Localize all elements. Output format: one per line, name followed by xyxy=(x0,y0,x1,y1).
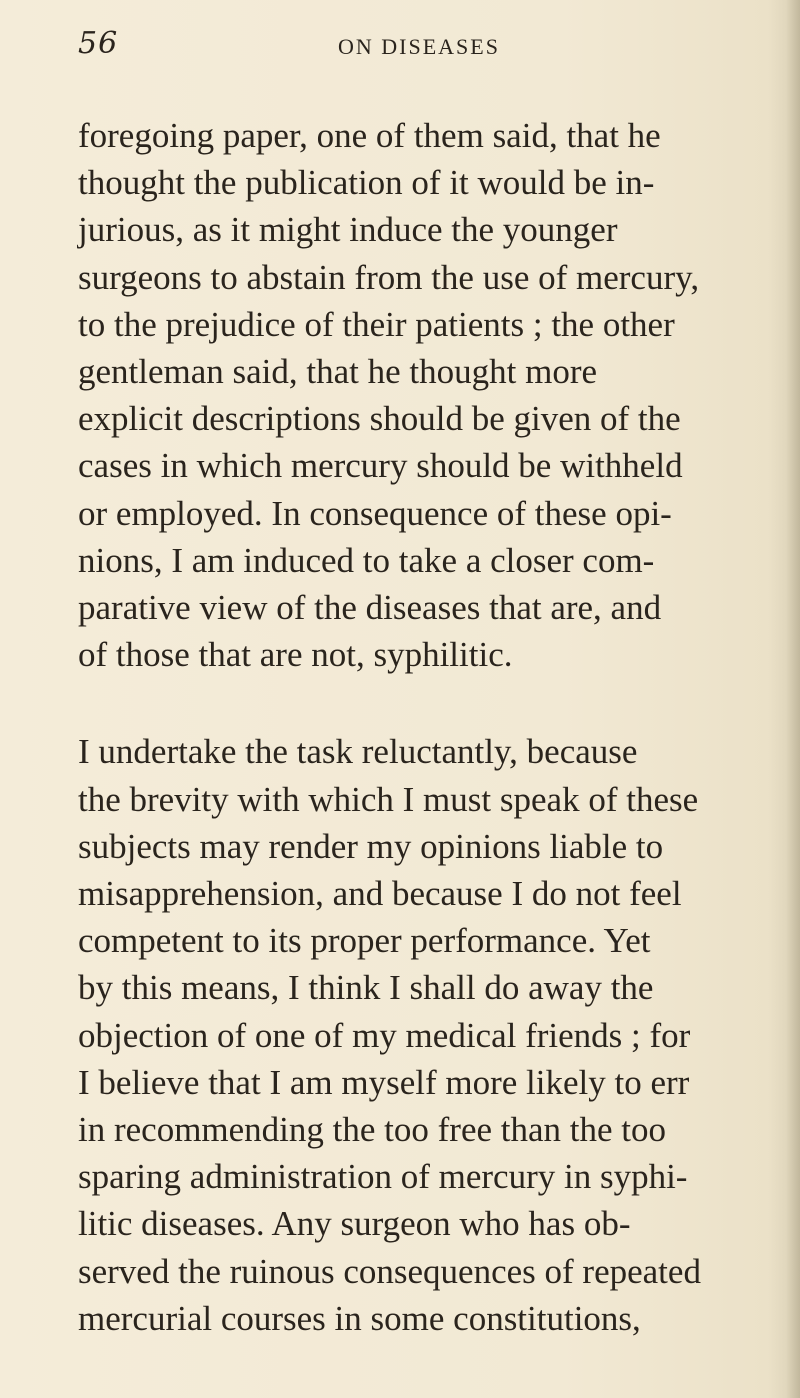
text-line: surgeons to abstain from the use of mercury, xyxy=(78,257,700,297)
text-line: I believe that I am myself more likely to err xyxy=(78,1062,690,1102)
text-line: misapprehension, and because I do not feel xyxy=(78,874,682,914)
text-line: by this means, I think I shall do away the xyxy=(78,968,654,1008)
page-number: 56 xyxy=(78,26,119,61)
text-line: thought the publication of it would be in- xyxy=(78,163,655,203)
text-line: in recommending the too free than the too xyxy=(78,1110,667,1150)
text-line: cases in which mercury should be withheld xyxy=(78,446,683,486)
page-edge-shadow xyxy=(786,0,800,1398)
text-line: sparing administration of mercury in syphi- xyxy=(78,1157,688,1197)
page-header xyxy=(78,26,728,86)
text-line: objection of one of my medical friends ; for xyxy=(78,1015,691,1055)
text-line: served the ruinous consequences of repeated xyxy=(78,1251,701,1291)
text-line: gentleman said, that he thought more xyxy=(78,352,598,392)
text-line: mercurial courses in some constitutions, xyxy=(78,1298,641,1338)
text-line: competent to its proper performance. Yet xyxy=(78,921,651,961)
text-line: explicit descriptions should be given of the xyxy=(78,399,681,439)
text-line: I undertake the task reluctantly, because xyxy=(78,732,638,772)
text-line: to the prejudice of their patients ; the other xyxy=(78,304,675,344)
text-line: subjects may render my opinions liable to xyxy=(78,826,664,866)
text-line: nions, I am induced to take a closer com- xyxy=(78,540,655,580)
paragraph-1 xyxy=(78,112,728,678)
text-line: of those that are not, syphilitic. xyxy=(78,635,513,675)
text-line: the brevity with which I must speak of these xyxy=(78,779,699,819)
paragraph-2 xyxy=(78,728,728,1342)
text-line: or employed. In consequence of these opi- xyxy=(78,493,672,533)
text-line: parative view of the diseases that are, and xyxy=(78,588,662,628)
body-text xyxy=(78,112,728,1342)
text-line: litic diseases. Any surgeon who has ob- xyxy=(78,1204,631,1244)
text-line: jurious, as it might induce the younger xyxy=(78,210,618,250)
text-line: foregoing paper, one of them said, that he xyxy=(78,116,661,155)
running-head: ON DISEASES xyxy=(338,34,500,59)
